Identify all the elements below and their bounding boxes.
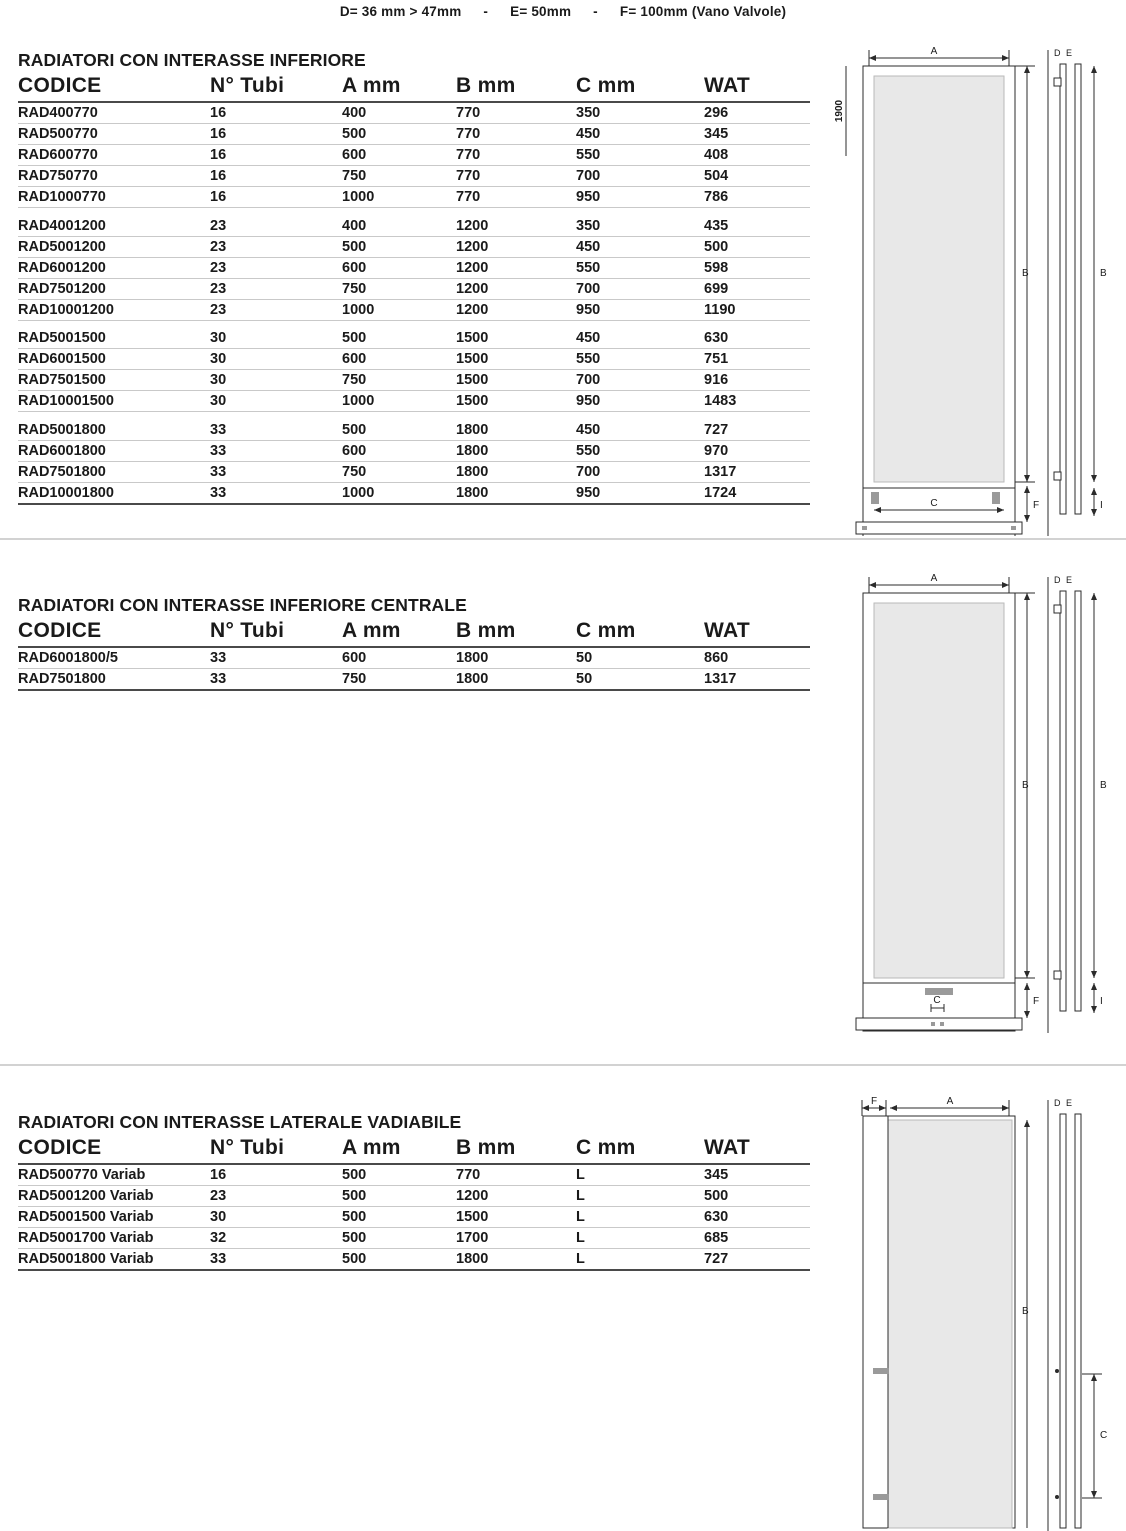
cell-a: 1000 xyxy=(342,299,456,320)
cell-codice: RAD1000770 xyxy=(18,187,210,208)
drawing-interasse-inferiore xyxy=(826,36,1126,536)
cell-c: 50 xyxy=(576,669,704,691)
cell-a: 750 xyxy=(342,370,456,391)
cell-b: 1800 xyxy=(456,461,576,482)
legend-f: F= 100mm (Vano Valvole) xyxy=(619,4,787,19)
table-row xyxy=(18,349,810,370)
cell-a: 600 xyxy=(342,349,456,370)
cell-codice: RAD6001200 xyxy=(18,257,210,278)
drawing-laterale-variabile xyxy=(826,1086,1126,1531)
table-row xyxy=(18,187,810,208)
cell-b: 1500 xyxy=(456,1207,576,1228)
col-a: A mm xyxy=(342,618,456,647)
cell-codice: RAD400770 xyxy=(18,102,210,124)
col-wat: WAT xyxy=(704,73,810,102)
dim-label-b2: B xyxy=(1100,780,1107,791)
dim-label-d: D xyxy=(1054,1098,1061,1108)
col-b: B mm xyxy=(456,1135,576,1164)
table-row xyxy=(18,1186,810,1207)
dimension-legend xyxy=(0,4,1126,19)
cell-codice: RAD5001500 Variab xyxy=(18,1207,210,1228)
table-row xyxy=(18,124,810,145)
cell-wat: 500 xyxy=(704,236,810,257)
cell-b: 1500 xyxy=(456,328,576,349)
cell-b: 1200 xyxy=(456,216,576,237)
cell-wat: 598 xyxy=(704,257,810,278)
cell-b: 1200 xyxy=(456,1186,576,1207)
cell-codice: RAD750770 xyxy=(18,166,210,187)
table-block-2 xyxy=(18,595,818,691)
section-interasse-laterale-variabile xyxy=(0,1070,1126,1531)
cell-b: 1500 xyxy=(456,391,576,412)
cell-c: 550 xyxy=(576,349,704,370)
cell-c: 950 xyxy=(576,482,704,504)
cell-b: 1200 xyxy=(456,278,576,299)
cell-c: 700 xyxy=(576,278,704,299)
cell-c: L xyxy=(576,1186,704,1207)
dim-label-height: 1900 xyxy=(834,99,845,123)
cell-b: 770 xyxy=(456,102,576,124)
dim-label-b: B xyxy=(1022,1306,1029,1317)
cell-a: 600 xyxy=(342,257,456,278)
cell-tubi: 16 xyxy=(210,166,342,187)
cell-wat: 408 xyxy=(704,145,810,166)
cell-wat: 751 xyxy=(704,349,810,370)
cell-tubi: 23 xyxy=(210,278,342,299)
table-row xyxy=(18,370,810,391)
cell-c: 550 xyxy=(576,145,704,166)
table-block-3 xyxy=(18,1112,818,1271)
products-table-3 xyxy=(18,1135,810,1271)
cell-tubi: 33 xyxy=(210,482,342,504)
products-table-2 xyxy=(18,618,810,691)
cell-wat: 1317 xyxy=(704,669,810,691)
cell-wat: 727 xyxy=(704,1249,810,1271)
row-gap xyxy=(18,320,810,328)
cell-c: L xyxy=(576,1249,704,1271)
dim-label-d: D xyxy=(1054,575,1061,585)
cell-wat: 1317 xyxy=(704,461,810,482)
cell-codice: RAD6001800/5 xyxy=(18,647,210,669)
dim-label-c: C xyxy=(930,498,938,509)
cell-a: 600 xyxy=(342,440,456,461)
cell-codice: RAD7501800 xyxy=(18,461,210,482)
cell-codice: RAD5001200 Variab xyxy=(18,1186,210,1207)
cell-tubi: 30 xyxy=(210,328,342,349)
dim-label-d: D xyxy=(1054,48,1061,58)
cell-wat: 727 xyxy=(704,420,810,441)
cell-c: L xyxy=(576,1228,704,1249)
cell-c: 950 xyxy=(576,391,704,412)
cell-c: L xyxy=(576,1164,704,1186)
cell-a: 500 xyxy=(342,328,456,349)
table-header-row xyxy=(18,618,810,647)
table-row xyxy=(18,461,810,482)
cell-a: 750 xyxy=(342,166,456,187)
products-table-1 xyxy=(18,73,810,505)
cell-a: 400 xyxy=(342,102,456,124)
cell-b: 1800 xyxy=(456,669,576,691)
cell-tubi: 23 xyxy=(210,1186,342,1207)
cell-b: 1200 xyxy=(456,299,576,320)
cell-a: 500 xyxy=(342,124,456,145)
table-header-row xyxy=(18,73,810,102)
cell-tubi: 32 xyxy=(210,1228,342,1249)
cell-c: 700 xyxy=(576,166,704,187)
dim-label-c: C xyxy=(1100,1430,1108,1441)
cell-tubi: 23 xyxy=(210,216,342,237)
cell-codice: RAD7501200 xyxy=(18,278,210,299)
cell-codice: RAD7501500 xyxy=(18,370,210,391)
col-a: A mm xyxy=(342,73,456,102)
table-row xyxy=(18,669,810,691)
cell-tubi: 23 xyxy=(210,257,342,278)
cell-c: 450 xyxy=(576,420,704,441)
cell-c: 350 xyxy=(576,102,704,124)
cell-tubi: 16 xyxy=(210,145,342,166)
cell-tubi: 16 xyxy=(210,1164,342,1186)
dim-label-c: C xyxy=(933,995,941,1006)
section-interasse-inferiore xyxy=(0,36,1126,541)
cell-codice: RAD5001200 xyxy=(18,236,210,257)
cell-tubi: 16 xyxy=(210,187,342,208)
cell-wat: 345 xyxy=(704,124,810,145)
section-title-3: RADIATORI CON INTERASSE LATERALE VADIABILE xyxy=(18,1112,462,1132)
table-row xyxy=(18,1249,810,1271)
cell-codice: RAD10001500 xyxy=(18,391,210,412)
col-wat: WAT xyxy=(704,618,810,647)
cell-tubi: 33 xyxy=(210,440,342,461)
cell-codice: RAD6001800 xyxy=(18,440,210,461)
cell-tubi: 33 xyxy=(210,420,342,441)
cell-a: 600 xyxy=(342,145,456,166)
cell-a: 750 xyxy=(342,461,456,482)
table-row xyxy=(18,328,810,349)
cell-tubi: 33 xyxy=(210,647,342,669)
cell-tubi: 16 xyxy=(210,102,342,124)
cell-wat: 296 xyxy=(704,102,810,124)
table-row xyxy=(18,482,810,504)
table-row xyxy=(18,440,810,461)
cell-a: 500 xyxy=(342,1228,456,1249)
table-row xyxy=(18,299,810,320)
cell-c: L xyxy=(576,1207,704,1228)
section-interasse-inferiore-centrale xyxy=(0,545,1126,1065)
cell-c: 550 xyxy=(576,440,704,461)
col-b: B mm xyxy=(456,618,576,647)
table-row xyxy=(18,1228,810,1249)
cell-b: 1200 xyxy=(456,257,576,278)
col-codice: CODICE xyxy=(18,1135,210,1164)
table-row xyxy=(18,166,810,187)
cell-a: 500 xyxy=(342,1249,456,1271)
legend-e: E= 50mm xyxy=(510,4,572,19)
cell-tubi: 30 xyxy=(210,370,342,391)
cell-b: 1500 xyxy=(456,349,576,370)
col-wat: WAT xyxy=(704,1135,810,1164)
legend-d: D= 36 mm > 47mm xyxy=(339,4,462,19)
cell-wat: 860 xyxy=(704,647,810,669)
cell-tubi: 30 xyxy=(210,1207,342,1228)
dim-label-b: B xyxy=(1022,780,1029,791)
cell-b: 770 xyxy=(456,187,576,208)
cell-a: 500 xyxy=(342,420,456,441)
cell-tubi: 30 xyxy=(210,391,342,412)
cell-c: 550 xyxy=(576,257,704,278)
cell-tubi: 33 xyxy=(210,1249,342,1271)
cell-a: 750 xyxy=(342,278,456,299)
cell-b: 1800 xyxy=(456,420,576,441)
cell-codice: RAD10001200 xyxy=(18,299,210,320)
dim-label-a: A xyxy=(930,46,938,57)
table-row xyxy=(18,391,810,412)
drawing-interasse-centrale xyxy=(826,563,1126,1063)
cell-a: 600 xyxy=(342,647,456,669)
cell-b: 1700 xyxy=(456,1228,576,1249)
dim-label-i: I xyxy=(1100,500,1103,511)
cell-wat: 500 xyxy=(704,1186,810,1207)
cell-b: 1800 xyxy=(456,1249,576,1271)
cell-b: 770 xyxy=(456,1164,576,1186)
col-b: B mm xyxy=(456,73,576,102)
cell-b: 1200 xyxy=(456,236,576,257)
dim-label-f: F xyxy=(870,1096,878,1107)
table-row xyxy=(18,257,810,278)
table-header-row xyxy=(18,1135,810,1164)
cell-codice: RAD4001200 xyxy=(18,216,210,237)
table-row xyxy=(18,236,810,257)
col-tubi: N° Tubi xyxy=(210,618,342,647)
dim-label-a: A xyxy=(946,1096,954,1107)
cell-tubi: 30 xyxy=(210,349,342,370)
cell-c: 950 xyxy=(576,187,704,208)
cell-wat: 916 xyxy=(704,370,810,391)
row-gap xyxy=(18,412,810,420)
cell-wat: 685 xyxy=(704,1228,810,1249)
col-codice: CODICE xyxy=(18,618,210,647)
cell-codice: RAD10001800 xyxy=(18,482,210,504)
cell-c: 350 xyxy=(576,216,704,237)
dim-label-e: E xyxy=(1066,48,1073,58)
cell-codice: RAD7501800 xyxy=(18,669,210,691)
cell-codice: RAD500770 xyxy=(18,124,210,145)
dim-label-i: I xyxy=(1100,996,1103,1007)
cell-c: 450 xyxy=(576,328,704,349)
cell-codice: RAD500770 Variab xyxy=(18,1164,210,1186)
cell-wat: 786 xyxy=(704,187,810,208)
cell-wat: 630 xyxy=(704,1207,810,1228)
cell-b: 770 xyxy=(456,166,576,187)
cell-codice: RAD5001700 Variab xyxy=(18,1228,210,1249)
dim-label-f: F xyxy=(1033,500,1040,511)
legend-sep-1: - xyxy=(483,4,489,19)
table-row xyxy=(18,1164,810,1186)
table-row xyxy=(18,145,810,166)
cell-c: 950 xyxy=(576,299,704,320)
cell-c: 50 xyxy=(576,647,704,669)
cell-tubi: 33 xyxy=(210,669,342,691)
dim-label-a: A xyxy=(930,573,938,584)
cell-codice: RAD600770 xyxy=(18,145,210,166)
cell-a: 1000 xyxy=(342,482,456,504)
cell-codice: RAD5001800 xyxy=(18,420,210,441)
cell-wat: 699 xyxy=(704,278,810,299)
cell-b: 770 xyxy=(456,124,576,145)
col-a: A mm xyxy=(342,1135,456,1164)
col-c: C mm xyxy=(576,618,704,647)
cell-tubi: 23 xyxy=(210,236,342,257)
cell-b: 1800 xyxy=(456,647,576,669)
dim-label-e: E xyxy=(1066,575,1073,585)
cell-tubi: 33 xyxy=(210,461,342,482)
row-gap xyxy=(18,208,810,216)
table-block-1 xyxy=(18,50,818,505)
cell-wat: 630 xyxy=(704,328,810,349)
cell-codice: RAD5001500 xyxy=(18,328,210,349)
cell-a: 400 xyxy=(342,216,456,237)
cell-wat: 1724 xyxy=(704,482,810,504)
table-row xyxy=(18,1207,810,1228)
col-tubi: N° Tubi xyxy=(210,73,342,102)
table-row xyxy=(18,647,810,669)
cell-wat: 970 xyxy=(704,440,810,461)
cell-c: 450 xyxy=(576,236,704,257)
cell-a: 1000 xyxy=(342,391,456,412)
col-c: C mm xyxy=(576,1135,704,1164)
cell-a: 750 xyxy=(342,669,456,691)
cell-tubi: 16 xyxy=(210,124,342,145)
cell-wat: 1483 xyxy=(704,391,810,412)
cell-a: 500 xyxy=(342,1186,456,1207)
cell-tubi: 23 xyxy=(210,299,342,320)
table-row xyxy=(18,278,810,299)
cell-a: 500 xyxy=(342,1164,456,1186)
cell-b: 1800 xyxy=(456,440,576,461)
cell-b: 1800 xyxy=(456,482,576,504)
cell-wat: 345 xyxy=(704,1164,810,1186)
section-title-1: RADIATORI CON INTERASSE INFERIORE xyxy=(18,50,366,70)
dim-label-b: B xyxy=(1022,268,1029,279)
cell-a: 500 xyxy=(342,1207,456,1228)
cell-b: 770 xyxy=(456,145,576,166)
table-row xyxy=(18,420,810,441)
cell-wat: 1190 xyxy=(704,299,810,320)
cell-codice: RAD6001500 xyxy=(18,349,210,370)
dim-label-b2: B xyxy=(1100,268,1107,279)
col-codice: CODICE xyxy=(18,73,210,102)
legend-sep-2: - xyxy=(593,4,598,19)
table-row xyxy=(18,102,810,124)
cell-b: 1500 xyxy=(456,370,576,391)
cell-c: 450 xyxy=(576,124,704,145)
col-c: C mm xyxy=(576,73,704,102)
section-title-2: RADIATORI CON INTERASSE INFERIORE CENTRALE xyxy=(18,595,467,615)
dim-label-f: F xyxy=(1033,996,1040,1007)
cell-c: 700 xyxy=(576,370,704,391)
cell-codice: RAD5001800 Variab xyxy=(18,1249,210,1271)
cell-wat: 504 xyxy=(704,166,810,187)
cell-c: 700 xyxy=(576,461,704,482)
table-row xyxy=(18,216,810,237)
dim-label-e: E xyxy=(1066,1098,1073,1108)
cell-a: 1000 xyxy=(342,187,456,208)
col-tubi: N° Tubi xyxy=(210,1135,342,1164)
cell-wat: 435 xyxy=(704,216,810,237)
cell-a: 500 xyxy=(342,236,456,257)
